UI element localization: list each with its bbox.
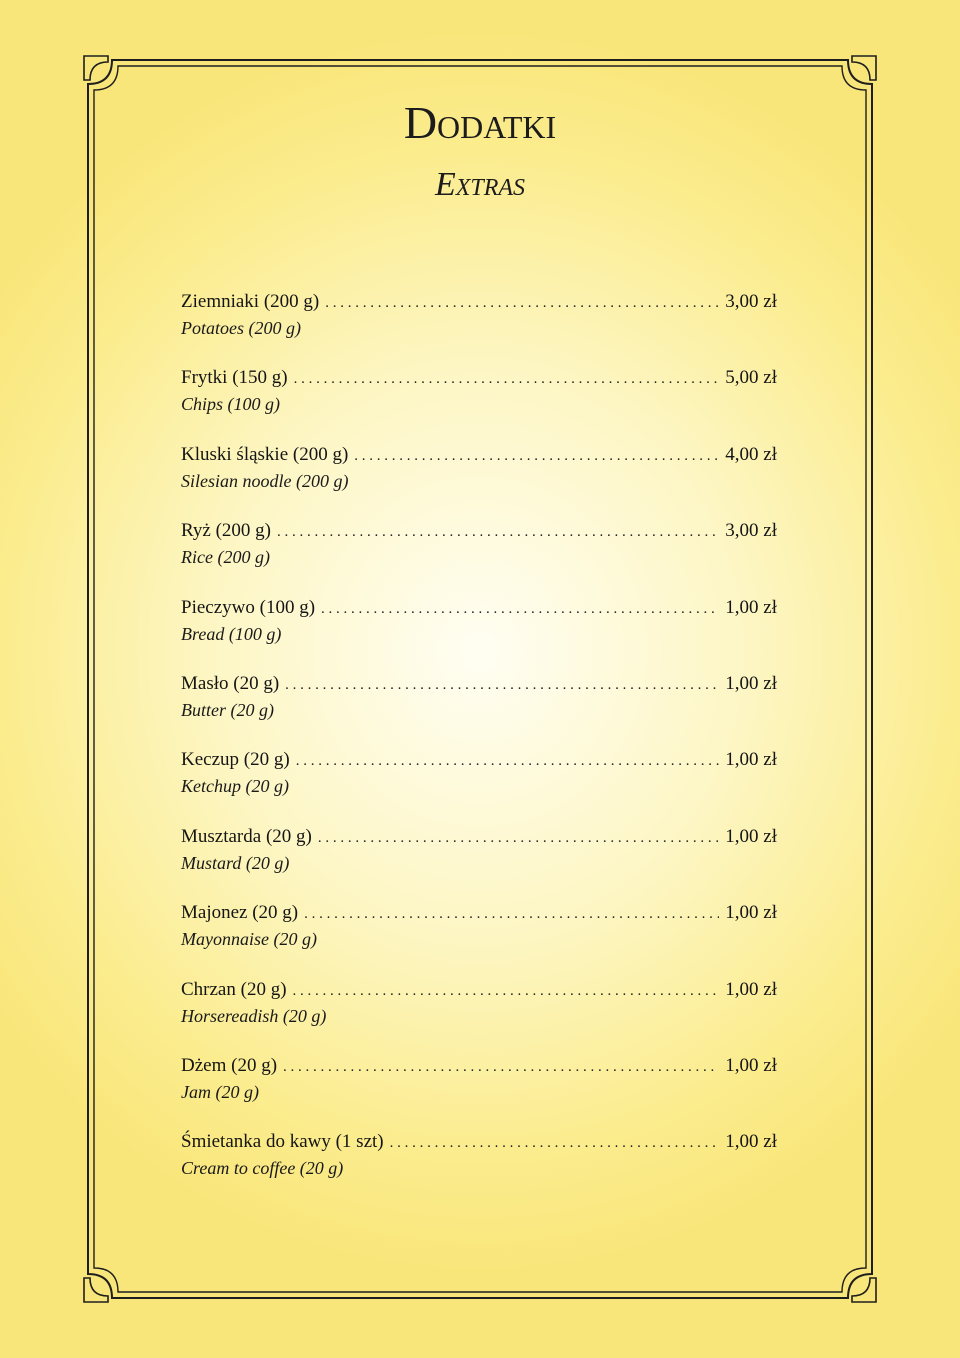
item-price: 3,00 zł bbox=[725, 291, 777, 312]
dot-leader bbox=[296, 753, 720, 770]
menu-item bbox=[181, 597, 777, 673]
item-price: 3,00 zł bbox=[725, 520, 777, 542]
item-name-en: Jam (20 g) bbox=[181, 1081, 259, 1102]
item-name-pl: Chrzan (20 g) bbox=[181, 978, 287, 1000]
menu-item bbox=[181, 1055, 777, 1131]
menu-item bbox=[181, 749, 777, 825]
dot-leader bbox=[354, 448, 719, 465]
dot-leader bbox=[304, 906, 719, 923]
item-name-pl: Majonez (20 g) bbox=[181, 902, 299, 924]
item-name-pl: Musztarda (20 g) bbox=[181, 825, 312, 847]
item-name-pl: Frytki (150 g) bbox=[181, 367, 288, 389]
item-name-pl: Kluski śląskie (200 g) bbox=[181, 443, 349, 465]
item-name-en: Horsereadish (20 g) bbox=[181, 1005, 327, 1026]
item-price: 1,00 zł bbox=[725, 596, 777, 618]
item-name-en: Butter (20 g) bbox=[181, 699, 274, 720]
item-name-en: Chips (100 g) bbox=[181, 394, 280, 415]
item-name-en: Potatoes (200 g) bbox=[181, 318, 301, 338]
dot-leader bbox=[390, 1135, 720, 1152]
menu-item bbox=[181, 902, 777, 978]
item-price: 1,00 zł bbox=[725, 825, 777, 847]
dot-leader bbox=[293, 983, 720, 1000]
item-name-pl: Dżem (20 g) bbox=[181, 1054, 278, 1076]
dot-leader bbox=[285, 677, 719, 694]
item-name-en: Mayonnaise (20 g) bbox=[181, 929, 317, 950]
item-name-pl: Ziemniaki (200 g) bbox=[181, 291, 320, 312]
menu-item bbox=[181, 520, 777, 596]
dot-leader bbox=[321, 601, 719, 618]
item-name-pl: Masło (20 g) bbox=[181, 672, 280, 694]
menu-item bbox=[181, 444, 777, 520]
item-name-en: Mustard (20 g) bbox=[181, 852, 290, 873]
item-name-pl: Keczup (20 g) bbox=[181, 749, 290, 771]
item-price: 1,00 zł bbox=[725, 902, 777, 924]
menu-item bbox=[181, 673, 777, 749]
menu-list bbox=[181, 291, 777, 1208]
item-name-en: Bread (100 g) bbox=[181, 623, 282, 644]
menu-item bbox=[181, 367, 777, 443]
menu-item bbox=[181, 826, 777, 902]
dot-leader bbox=[283, 1059, 719, 1076]
item-name-pl: Pieczywo (100 g) bbox=[181, 596, 316, 618]
item-name-en: Rice (200 g) bbox=[181, 547, 270, 568]
item-name-en: Ketchup (20 g) bbox=[181, 776, 289, 797]
item-price: 1,00 zł bbox=[725, 978, 777, 1000]
dot-leader bbox=[277, 524, 719, 541]
dot-leader bbox=[318, 830, 719, 847]
item-price: 1,00 zł bbox=[725, 1054, 777, 1076]
item-price: 4,00 zł bbox=[725, 443, 777, 465]
item-name-pl: Ryż (200 g) bbox=[181, 520, 271, 542]
item-price: 1,00 zł bbox=[725, 672, 777, 694]
item-price: 5,00 zł bbox=[725, 367, 777, 389]
page-title: Dodatki bbox=[403, 97, 557, 148]
item-price: 1,00 zł bbox=[725, 749, 777, 771]
menu-item bbox=[181, 979, 777, 1055]
dot-leader bbox=[294, 371, 720, 388]
dot-leader bbox=[325, 295, 719, 312]
menu-item bbox=[181, 1131, 777, 1207]
item-name-en: Cream to coffee (20 g) bbox=[181, 1158, 344, 1179]
item-price: 1,00 zł bbox=[725, 1131, 777, 1153]
item-name-en: Silesian noodle (200 g) bbox=[181, 470, 349, 491]
item-name-pl: Śmietanka do kawy (1 szt) bbox=[181, 1131, 384, 1153]
menu-item bbox=[181, 291, 777, 367]
page-subtitle: Extras bbox=[434, 166, 526, 203]
